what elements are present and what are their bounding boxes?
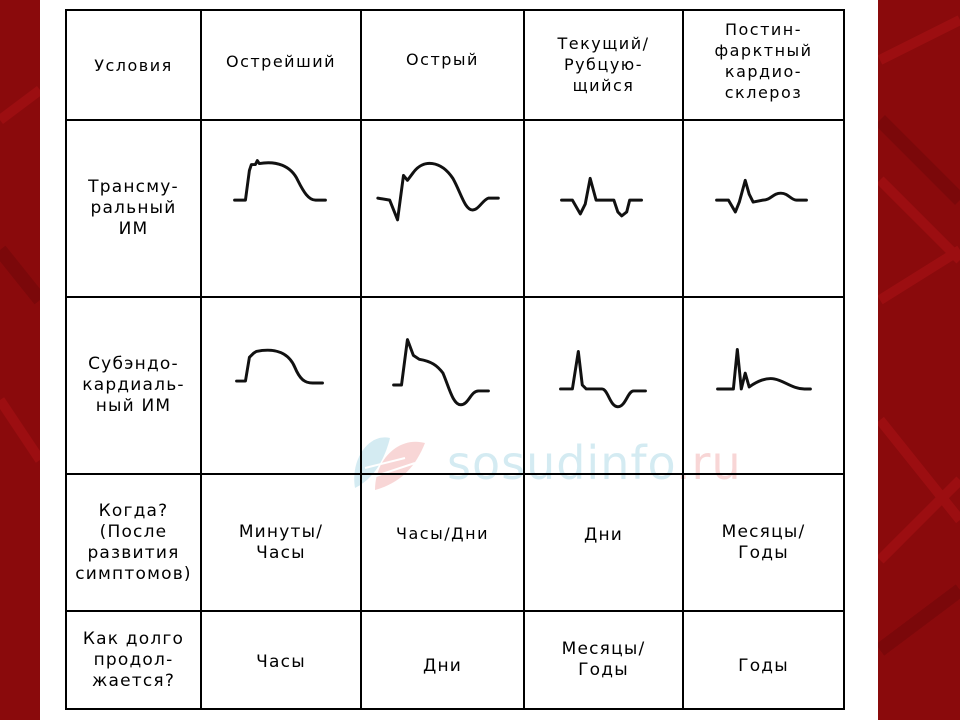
ecg-acute-transmural bbox=[362, 121, 525, 298]
when-cell bbox=[684, 475, 845, 612]
header-stage-cell bbox=[684, 9, 845, 121]
duration-value-chronic: Годы bbox=[738, 656, 789, 676]
header-stage-acutest: Острейший bbox=[225, 52, 337, 71]
header-stage-cell bbox=[525, 9, 684, 121]
ecg-chronic-transmural bbox=[684, 121, 845, 298]
ecg-waveform-icon bbox=[684, 120, 843, 297]
ecg-waveform-icon bbox=[525, 297, 682, 474]
when-cell bbox=[202, 475, 362, 612]
duration-value-healing: Месяцы/ Годы bbox=[561, 639, 646, 680]
row-label-transmural: Трансму- ральный ИМ bbox=[88, 177, 179, 239]
header-stage-acute: Острый bbox=[406, 50, 479, 69]
ecg-waveform-icon bbox=[525, 120, 682, 297]
ecg-waveform-icon bbox=[362, 120, 523, 297]
header-stage-chronic: Постин- фарктный кардио- склероз bbox=[714, 20, 813, 102]
when-value-acutest: Минуты/ Часы bbox=[238, 521, 324, 563]
ecg-waveform-icon bbox=[202, 297, 360, 474]
ecg-healing-subendo bbox=[525, 298, 684, 475]
duration-value-acute: Дни bbox=[422, 656, 463, 676]
when-cell bbox=[362, 475, 525, 612]
ecg-healing-transmural bbox=[525, 121, 684, 298]
ecg-waveform-icon bbox=[684, 297, 843, 474]
row-label-duration: Как долго продол- жается? bbox=[82, 628, 185, 691]
watermark-text: sosudinfo bbox=[447, 436, 676, 490]
row-label-cell bbox=[65, 475, 202, 612]
header-stage-cell bbox=[362, 9, 525, 121]
row-label-when: Когда? (После развития симптомов) bbox=[75, 500, 192, 584]
ecg-acutest-transmural bbox=[202, 121, 362, 298]
ecg-acute-subendo bbox=[362, 298, 525, 475]
row-label-cell bbox=[65, 121, 202, 298]
header-stage-healing: Текущий/ Рубцую- щийся bbox=[557, 34, 650, 95]
ecg-acutest-subendo bbox=[202, 298, 362, 475]
duration-cell bbox=[684, 612, 845, 710]
header-conditions-cell bbox=[65, 9, 202, 121]
header-stage-cell bbox=[202, 9, 362, 121]
when-cell bbox=[525, 475, 684, 612]
ecg-waveform-icon bbox=[362, 297, 523, 474]
row-label-subendocardial: Субэндо- кардиаль- ный ИМ bbox=[82, 354, 185, 416]
row-label-cell bbox=[65, 298, 202, 475]
when-value-healing: Дни bbox=[583, 525, 624, 545]
ecg-waveform-icon bbox=[202, 120, 360, 297]
row-label-cell bbox=[65, 612, 202, 710]
duration-value-acutest: Часы bbox=[256, 652, 306, 672]
header-conditions: Условия bbox=[94, 55, 173, 75]
duration-cell bbox=[525, 612, 684, 710]
when-value-acute: Часы/Дни bbox=[396, 524, 489, 543]
watermark-tld: .ru bbox=[675, 436, 742, 490]
when-value-chronic: Месяцы/ Годы bbox=[721, 521, 806, 563]
duration-cell bbox=[202, 612, 362, 710]
duration-cell bbox=[362, 612, 525, 710]
ecg-chronic-subendo bbox=[684, 298, 845, 475]
